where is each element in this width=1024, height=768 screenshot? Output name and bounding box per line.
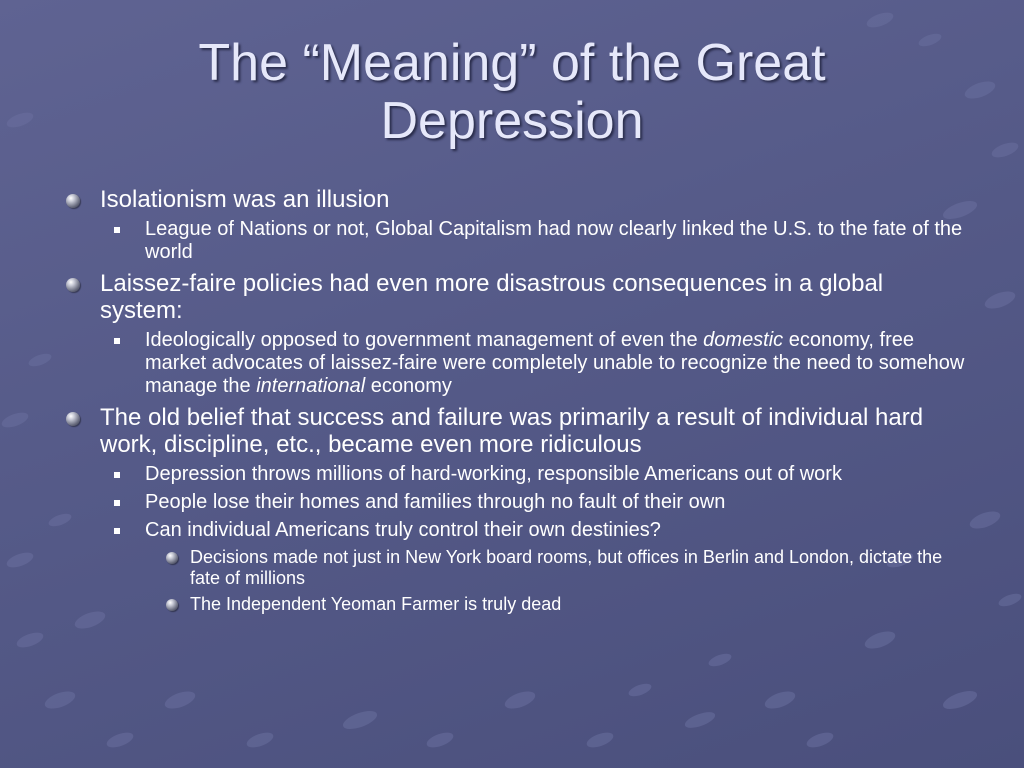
- sphere-bullet-icon: [66, 278, 80, 292]
- slide-title: The “Meaning” of the Great Depression: [198, 34, 826, 150]
- bullet-level3-item: [62, 594, 972, 615]
- bullet-level2-item: [62, 491, 972, 514]
- bullet-level2-item: [62, 329, 972, 398]
- bullet-text: Laissez-faire policies had even more disastrous consequences in a global system:: [100, 270, 884, 324]
- bullet-text: League of Nations or not, Global Capitalism had now clearly linked the U.S. to the fate of the world: [145, 218, 963, 263]
- sphere-bullet-icon: [66, 412, 80, 426]
- bullet-emphasis: domestic: [703, 329, 784, 351]
- bullet-text-part: economy: [365, 375, 452, 397]
- bullet-text: Depression throws millions of hard-working, responsible Americans out of work: [145, 463, 842, 485]
- bullet-level2-item: [62, 519, 972, 542]
- bullet-level1-item: [62, 186, 972, 213]
- bullet-text: People lose their homes and families through no fault of their own: [145, 491, 726, 513]
- sphere-bullet-icon: [166, 552, 178, 564]
- square-bullet-icon: [114, 472, 120, 478]
- bullet-list: [62, 180, 972, 615]
- bullet-text: Isolationism was an illusion: [100, 186, 390, 213]
- square-bullet-icon: [114, 528, 120, 534]
- bullet-level2-item: [62, 218, 972, 264]
- bullet-text: Can individual Americans truly control their own destinies?: [145, 519, 661, 541]
- square-bullet-icon: [114, 227, 120, 233]
- bullet-level1-item: [62, 270, 972, 324]
- bullet-level3-item: [62, 547, 972, 589]
- bullet-emphasis: international: [256, 375, 366, 397]
- square-bullet-icon: [114, 338, 120, 344]
- bullet-level2-item: [62, 463, 972, 486]
- bullet-text: Decisions made not just in New York board rooms, but offices in Berlin and London, dictate the fate of millions: [190, 547, 943, 588]
- bullet-text: The Independent Yeoman Farmer is truly dead: [190, 594, 562, 614]
- square-bullet-icon: [114, 500, 120, 506]
- sphere-bullet-icon: [66, 194, 80, 208]
- bullet-text-part: economy, free market advocates of laissez-faire were completely unable to recognize the need to somehow manage the: [145, 329, 965, 397]
- sphere-bullet-icon: [166, 599, 178, 611]
- bullet-text: The old belief that success and failure was primarily a result of individual hard work, discipline, etc., became even more ridiculous: [100, 404, 924, 458]
- bullet-text-part: Ideologically opposed to government management of even the: [145, 329, 704, 351]
- bullet-level1-item: [62, 404, 972, 458]
